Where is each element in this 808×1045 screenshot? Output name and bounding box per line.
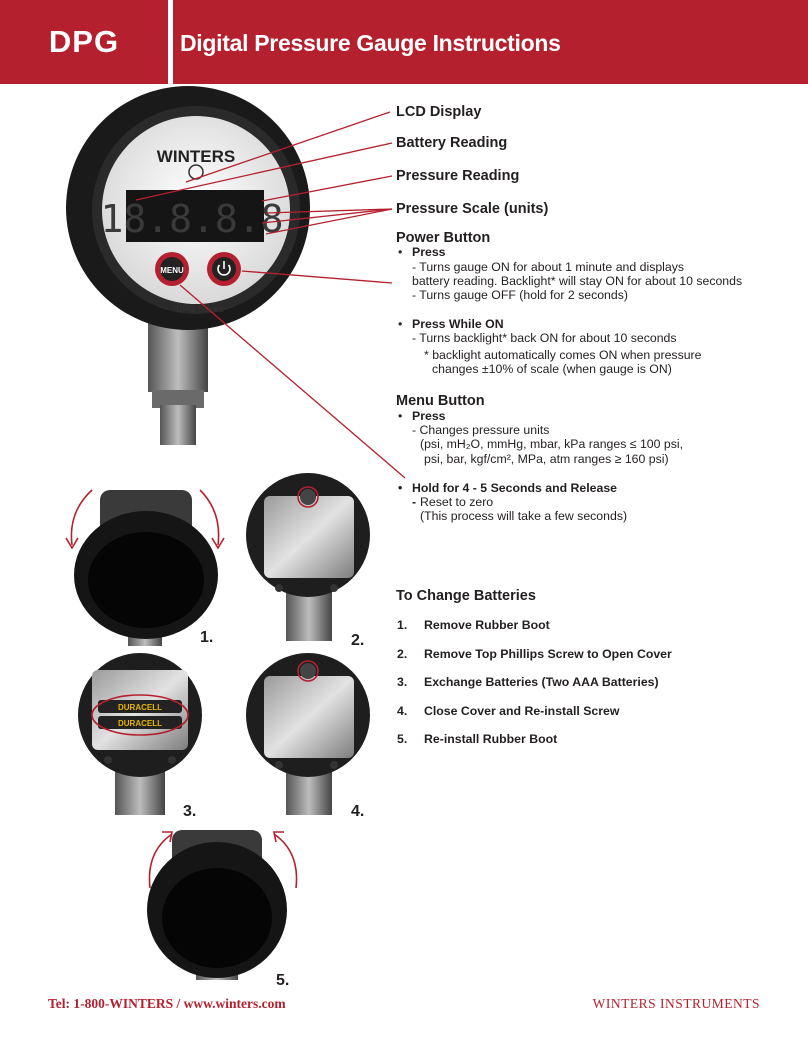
power-press-line: - Turns gauge OFF (hold for 2 seconds)	[412, 288, 628, 302]
menu-hold-line: Reset to zero	[420, 495, 494, 509]
gauge-thread	[160, 405, 196, 445]
photo-caption: 1.	[200, 629, 214, 646]
bullet: •	[398, 409, 403, 423]
menu-units-line: psi, bar, kgf/cm², MPa, atm ranges ≥ 160 psi)	[424, 452, 669, 466]
callout-battery-reading: Battery Reading	[396, 135, 508, 151]
bullet: •	[398, 481, 403, 495]
menu-press-label: Press	[412, 409, 446, 423]
step4-photo	[246, 653, 370, 815]
photo-caption: 3.	[183, 803, 197, 820]
callout-lcd-display: LCD Display	[396, 104, 482, 120]
power-while-on-line: - Turns backlight* back ON for about 10 seconds	[412, 331, 677, 345]
power-button-heading: Power Button	[396, 230, 491, 246]
bullet: •	[398, 245, 403, 259]
menu-hold-label: Hold for 4 - 5 Seconds and Release	[412, 481, 618, 495]
step3-photo	[78, 653, 202, 815]
battery-step: 4. Close Cover and Re-install Screw	[397, 704, 620, 718]
gauge-photo	[66, 86, 310, 445]
menu-button-heading: Menu Button	[396, 393, 485, 409]
svg-text:DURACELL: DURACELL	[118, 719, 162, 728]
photo-caption: 2.	[351, 632, 365, 649]
step1-photo	[66, 490, 224, 646]
step2-photo	[246, 473, 370, 641]
menu-units-line: (psi, mH₂O, mmHg, mbar, kPa ranges ≤ 100 psi,	[420, 437, 684, 451]
batteries-heading: To Change Batteries	[396, 588, 536, 604]
backlight-note: changes ±10% of scale (when gauge is ON)	[432, 362, 672, 376]
battery-step: 1. Remove Rubber Boot	[397, 618, 550, 632]
battery-step: 5. Re-install Rubber Boot	[397, 732, 558, 746]
menu-button-label: MENU	[160, 266, 184, 275]
footer-company: WINTERS INSTRUMENTS	[592, 996, 760, 1011]
menu-hold-line: (This process will take a few seconds)	[420, 509, 628, 523]
photo-caption: 5.	[276, 972, 290, 989]
product-code: DPG	[48, 24, 120, 59]
lcd-digits: 18.8.8.8	[100, 197, 284, 241]
menu-press-line: - Changes pressure units	[412, 423, 550, 437]
callout-pressure-scale: Pressure Scale (units)	[396, 201, 549, 217]
battery-step: 3. Exchange Batteries (Two AAA Batteries)	[397, 675, 659, 689]
battery-label: DURACELL	[118, 703, 162, 712]
power-press-label: Press	[412, 245, 446, 259]
photo-caption: 4.	[351, 803, 365, 820]
menu-hold-dash: -	[412, 495, 417, 509]
header-divider	[168, 0, 173, 84]
callout-pressure-reading: Pressure Reading	[396, 168, 520, 184]
power-press-line: - Turns gauge ON for about 1 minute and displays	[412, 260, 685, 274]
illustration-layer	[0, 84, 808, 984]
gauge-brand: WINTERS	[156, 147, 236, 166]
power-while-on-label: Press While ON	[412, 317, 504, 331]
backlight-note: * backlight automatically comes ON when pressure	[424, 348, 702, 362]
power-press-line: battery reading. Backlight* will stay ON for about 10 seconds	[412, 274, 743, 288]
step5-photo	[147, 830, 297, 980]
footer-contact: Tel: 1-800-WINTERS / www.winters.com	[48, 996, 286, 1011]
battery-step: 2. Remove Top Phillips Screw to Open Cover	[397, 647, 672, 661]
bullet: •	[398, 317, 403, 331]
series-label: DPG Series	[176, 304, 224, 314]
header-banner	[0, 0, 808, 84]
page-title: Digital Pressure Gauge Instructions	[180, 30, 561, 56]
